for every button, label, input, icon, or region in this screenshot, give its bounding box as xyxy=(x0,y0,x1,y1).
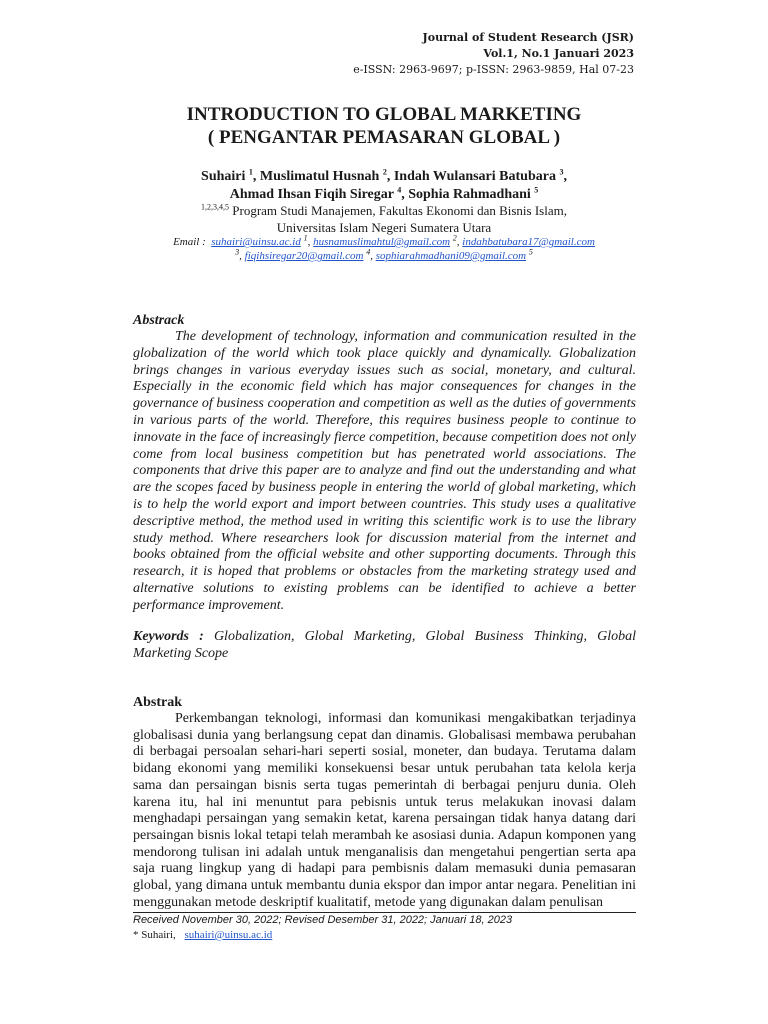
email-index: 1 xyxy=(303,233,308,243)
affiliation-line-1: Program Studi Manajemen, Fakultas Ekonomi dan Bisnis Islam, xyxy=(232,203,567,218)
author-index: 3 xyxy=(559,167,564,177)
email-list: Email : suhairi@uinsu.ac.id $^1$, husnamuslimahtul@gmail.com $^2$, indahbatubara17@gmail.com $^3$, fiqihsiregar20@gmail.com $^4$, sophiarahmadhani09@gmail.com $^5$ xyxy=(173,233,595,262)
abstract-body: The development of technology, information and communication resulted in the globalization of the world which took place quickly and dynamically. Globalization brings changes in various everyday issues such as social, monetary, and cultural. Especially in the economic field which has major consequences for changes in the governance of business cooperation and competition as well as the duties of governments in various parts of the world. Therefore, this requires business people to continue to innovate in the face of increasingly fierce competition, because competition does not only come from local business competition but has penetrated world associations. The components that drive this paper are to analyze and find out the understanding and what are the scopes faced by business people in entering the world of global marketing, which is to help the world export and import between countries. This study uses a qualitative descriptive method, the method used in writing this scientific work is to use the library study method. Where researchers look for discussion material from the internet and books obtained from the official website and other supporting documents. Through this research, it is hoped that problems or obstacles from the marketing strategy used and alternative solutions to existing problems can be identified to achieve a better performance improvement. xyxy=(133,329,636,613)
received-dates: Received November 30, 2022; Revised Desember 31, 2022; Januari 18, 2023 xyxy=(133,914,513,926)
author-index: 2 xyxy=(382,167,387,177)
affiliation-line-2: Universitas Islam Negeri Sumatera Utara xyxy=(276,220,492,235)
email-label: Email : xyxy=(173,236,206,248)
email-index: 3 xyxy=(235,247,240,257)
email-link[interactable]: suhairi@uinsu.ac.id xyxy=(211,236,301,248)
email-link[interactable]: indahbatubara17@gmail.com xyxy=(462,236,595,248)
email-index: 4 xyxy=(366,247,371,257)
abstrak-heading: Abstrak xyxy=(133,695,183,710)
corr-mark: * xyxy=(133,929,139,941)
corr-name: Suhairi, xyxy=(141,929,176,941)
abstract-english xyxy=(133,312,636,615)
keywords xyxy=(133,628,636,662)
author-index: 5 xyxy=(534,185,539,195)
author-line-2: Ahmad Ihsan Fiqih Siregar $^4$, Sophia Rahmadhani $^5$ xyxy=(229,185,539,202)
author-name: Sophia Rahmadhani xyxy=(408,187,531,202)
author-index: 1 xyxy=(248,167,253,177)
keywords-label: Keywords : xyxy=(133,629,204,644)
email-link[interactable]: fiqihsiregar20@gmail.com xyxy=(244,250,364,262)
affiliation xyxy=(0,202,768,236)
email-link[interactable]: sophiarahmadhani09@gmail.com xyxy=(375,250,527,262)
journal-header xyxy=(353,30,634,78)
title-line-1: INTRODUCTION TO GLOBAL MARKETING xyxy=(186,104,582,125)
paper-title xyxy=(0,103,768,149)
author-index: 4 xyxy=(397,185,402,195)
journal-issn: e-ISSN: 2963-9697; p-ISSN: 2963-9859, Hal 07-23 xyxy=(353,63,634,76)
author-name: Indah Wulansari Batubara xyxy=(393,169,556,184)
affiliation-index: 1,2,3,4,5 xyxy=(201,202,230,212)
author-name: Muslimatul Husnah xyxy=(259,169,380,184)
journal-volume: Vol.1, No.1 Januari 2023 xyxy=(483,47,634,60)
abstrak-body: Perkembangan teknologi, informasi dan komunikasi mengakibatkan terjadinya globalisasi dunia yang berlangsung cepat dan dinamis. Globalisasi membawa perubahan di berbagai persoalan sehari-hari seperti sosial, moneter, dan budaya. Terutama dalam bidang ekonomi yang memiliki konsekuensi besar untuk perubahan tata kelola kerja sama dan persaingan bisnis serta tugas pemerintah di berbagai penjuru dunia. Oleh karena itu, hal ini menuntut para pebisnis untuk terus melakukan inovasi dalam menghadapi persaingan yang semakin ketat, karena persaingan tidak hanya datang dari persaingan bisnis lokal tetapi telah merambah ke asosiasi dunia. Adapun komponen yang mendorong tulisan ini adalah untuk menganalisis dan mengetahui pengertian serta apa saja ruang lingkup yang di hadapi para pembisnis dalam memasuki dunia pemasaran global, yang dimana untuk membantu dunia ekspor dan impor antar negara. Penelitian ini menggunakan metode deskriptif kualitatif, metode yang digunakan dalam penulisan xyxy=(133,711,636,910)
author-line-1: Suhairi $^1$, Muslimatul Husnah $^2$, Indah Wulansari Batubara $^3$, xyxy=(201,167,567,184)
author-list xyxy=(0,168,768,204)
keywords-text: Globalization, Global Marketing, Global Business Thinking, Global Marketing Scope xyxy=(133,629,636,661)
corresponding-author xyxy=(133,929,272,941)
abstract-heading: Abstrack xyxy=(133,313,185,328)
email-index: 2 xyxy=(452,233,457,243)
journal-name: Journal of Student Research (JSR) xyxy=(422,31,634,44)
author-name: Suhairi xyxy=(201,169,246,184)
email-link[interactable]: husnamuslimahtul@gmail.com xyxy=(313,236,451,248)
abstract-indonesian xyxy=(133,694,636,911)
corr-email-link[interactable]: suhairi@uinsu.ac.id xyxy=(184,929,273,941)
author-name: Ahmad Ihsan Fiqih Siregar xyxy=(229,187,394,202)
email-index: 5 xyxy=(528,247,533,257)
title-line-2: ( PENGANTAR PEMASARAN GLOBAL ) xyxy=(207,127,561,148)
footnote-divider xyxy=(133,912,636,913)
